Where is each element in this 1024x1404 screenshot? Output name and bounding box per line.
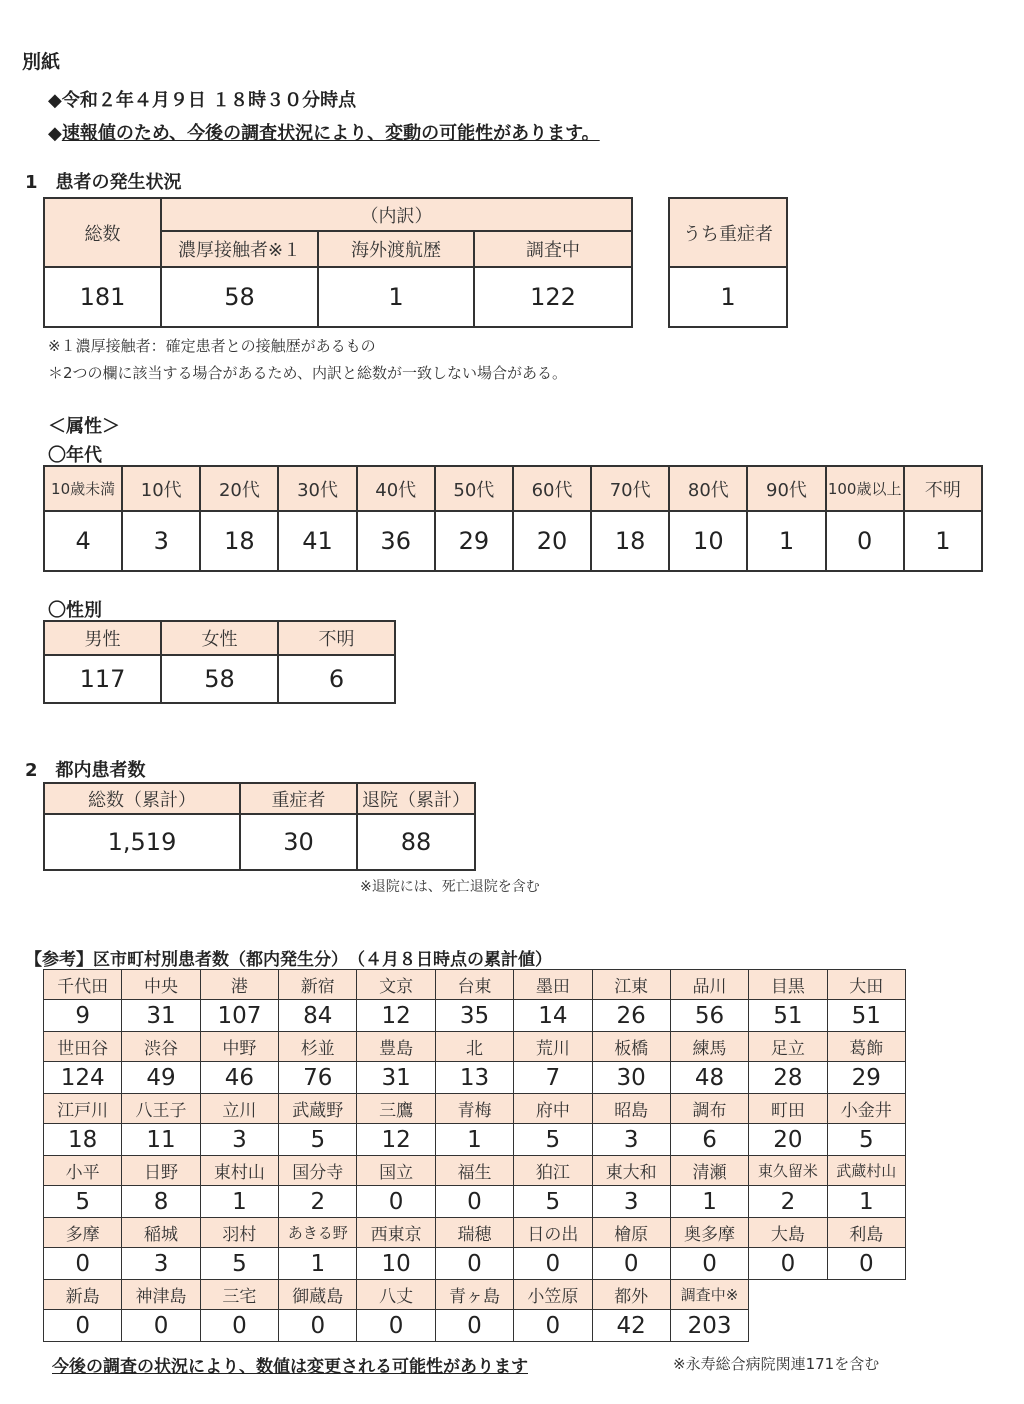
tokyo-patients-table — [43, 782, 476, 871]
municipality-name: 西東京 — [357, 1218, 435, 1248]
municipality-count: 7 — [514, 1062, 592, 1094]
municipality-name-row — [44, 1094, 906, 1124]
female-value: 58 — [161, 655, 278, 703]
municipality-count: 124 — [44, 1062, 122, 1094]
municipality-name: 荒川 — [514, 1032, 592, 1062]
age-table — [43, 465, 983, 572]
municipality-name: 都外 — [592, 1280, 670, 1310]
age-header-cell: 30代 — [278, 466, 356, 511]
age-header-cell: 100歳以上 — [826, 466, 904, 511]
municipality-name: 大島 — [749, 1218, 827, 1248]
note-close-contact: ※１濃厚接触者：確定患者との接触歴があるもの — [48, 337, 376, 355]
municipality-name-row — [44, 1218, 906, 1248]
municipality-count: 5 — [279, 1124, 357, 1156]
municipality-count: 3 — [592, 1186, 670, 1218]
age-header-cell: 90代 — [747, 466, 825, 511]
municipality-count: 1 — [279, 1248, 357, 1280]
municipality-count: 42 — [592, 1310, 670, 1342]
municipality-count: 10 — [357, 1248, 435, 1280]
municipality-name: 国分寺 — [279, 1156, 357, 1186]
page-title: 別紙 — [22, 51, 61, 73]
age-header-cell: 80代 — [669, 466, 747, 511]
municipality-name: 利島 — [827, 1218, 905, 1248]
age-header-cell: 不明 — [904, 466, 982, 511]
municipality-name: 檜原 — [592, 1218, 670, 1248]
municipality-count: 0 — [514, 1310, 592, 1342]
municipality-count: 56 — [670, 1000, 748, 1032]
municipality-name: 八王子 — [122, 1094, 200, 1124]
municipality-name: 新島 — [44, 1280, 122, 1310]
municipality-value-row — [44, 1248, 906, 1280]
male-value: 117 — [44, 655, 161, 703]
municipality-name: 日野 — [122, 1156, 200, 1186]
municipality-name: 練馬 — [670, 1032, 748, 1062]
age-value-cell: 1 — [747, 511, 825, 571]
municipality-count: 49 — [122, 1062, 200, 1094]
municipality-name: 新宿 — [279, 970, 357, 1000]
municipality-value-row — [44, 1310, 906, 1342]
breakdown-header: （内訳） — [161, 198, 632, 231]
municipality-name: 三宅 — [200, 1280, 278, 1310]
municipality-count: 5 — [514, 1186, 592, 1218]
municipality-count: 1 — [200, 1186, 278, 1218]
municipality-count: 28 — [749, 1062, 827, 1094]
discharged-header: 退院（累計） — [357, 783, 475, 814]
investigating-header: 調査中 — [474, 231, 632, 267]
municipality-name: 稲城 — [122, 1218, 200, 1248]
municipality-name: 調査中※ — [670, 1280, 748, 1310]
municipality-count: 35 — [435, 1000, 513, 1032]
severe-table — [668, 197, 788, 328]
notice-text: 速報値のため、今後の調査状況により、変動の可能性があります。 — [61, 123, 600, 144]
municipality-name: 東大和 — [592, 1156, 670, 1186]
municipality-name: 奥多摩 — [670, 1218, 748, 1248]
municipality-name: 昭島 — [592, 1094, 670, 1124]
municipality-name: 東久留米 — [749, 1156, 827, 1186]
municipality-name: 中野 — [200, 1032, 278, 1062]
municipality-count: 5 — [827, 1124, 905, 1156]
notice-bullet: ◆ — [48, 123, 62, 144]
municipality-name: 中央 — [122, 970, 200, 1000]
gender-table — [43, 620, 396, 704]
municipality-name: 福生 — [435, 1156, 513, 1186]
age-value-cell: 0 — [826, 511, 904, 571]
municipality-name: 府中 — [514, 1094, 592, 1124]
municipality-count: 31 — [122, 1000, 200, 1032]
municipality-name-row — [44, 1156, 906, 1186]
municipality-name: 武蔵野 — [279, 1094, 357, 1124]
age-heading: 〇年代 — [48, 445, 102, 466]
municipality-count: 0 — [279, 1310, 357, 1342]
total-header: 総数 — [44, 198, 161, 267]
municipality-name: 文京 — [357, 970, 435, 1000]
footer-note: ※永寿総合病院関連171を含む — [673, 1355, 880, 1373]
municipality-name-row — [44, 970, 906, 1000]
municipality-value-row — [44, 1000, 906, 1032]
municipality-name: 町田 — [749, 1094, 827, 1124]
municipality-count: 0 — [827, 1248, 905, 1280]
age-value-cell: 41 — [278, 511, 356, 571]
municipality-count: 1 — [435, 1124, 513, 1156]
severe-count-value: 30 — [240, 814, 357, 870]
age-header-cell: 20代 — [200, 466, 278, 511]
municipality-value-row — [44, 1186, 906, 1218]
severe-value: 1 — [669, 267, 787, 327]
municipality-name: 北 — [435, 1032, 513, 1062]
municipality-name: 江戸川 — [44, 1094, 122, 1124]
reference-heading: 【参考】区市町村別患者数（都内発生分） （４月８日時点の累計値） — [25, 950, 552, 970]
municipality-count: 5 — [44, 1186, 122, 1218]
municipality-count: 31 — [357, 1062, 435, 1094]
municipality-count: 0 — [122, 1310, 200, 1342]
municipality-count: 3 — [200, 1124, 278, 1156]
municipality-count: 5 — [200, 1248, 278, 1280]
municipality-name: 千代田 — [44, 970, 122, 1000]
municipality-count: 51 — [827, 1000, 905, 1032]
municipality-count: 0 — [435, 1186, 513, 1218]
municipality-name: 杉並 — [279, 1032, 357, 1062]
municipality-name: 三鷹 — [357, 1094, 435, 1124]
municipality-name: 世田谷 — [44, 1032, 122, 1062]
municipality-name: 板橋 — [592, 1032, 670, 1062]
overseas-header: 海外渡航歴 — [318, 231, 474, 267]
overseas-value: 1 — [318, 267, 474, 327]
municipality-name: 品川 — [670, 970, 748, 1000]
age-value-cell: 29 — [435, 511, 513, 571]
municipality-name: 目黒 — [749, 970, 827, 1000]
municipality-count: 2 — [749, 1186, 827, 1218]
timestamp: ◆令和２年４月９日 １８時３０分時点 — [48, 90, 357, 111]
severe-count-header: 重症者 — [240, 783, 357, 814]
municipality-count: 12 — [357, 1124, 435, 1156]
municipality-name: 小平 — [44, 1156, 122, 1186]
gender-unknown-header: 不明 — [278, 621, 395, 655]
age-value-cell: 4 — [44, 511, 122, 571]
gender-unknown-value: 6 — [278, 655, 395, 703]
age-value-cell: 1 — [904, 511, 982, 571]
age-value-cell: 3 — [122, 511, 200, 571]
municipality-name-row — [44, 1032, 906, 1062]
municipality-count: 48 — [670, 1062, 748, 1094]
severe-header: うち重症者 — [669, 198, 787, 267]
municipality-count: 1 — [827, 1186, 905, 1218]
municipality-name: 御蔵島 — [279, 1280, 357, 1310]
municipality-count: 18 — [44, 1124, 122, 1156]
municipality-name: 狛江 — [514, 1156, 592, 1186]
gender-heading: 〇性別 — [48, 600, 102, 621]
age-value-cell: 18 — [591, 511, 669, 571]
municipality-value-row — [44, 1062, 906, 1094]
case-status-table — [43, 197, 633, 328]
municipality-count: 8 — [122, 1186, 200, 1218]
section1-heading: 1 患者の発生状況 — [25, 172, 182, 193]
municipality-name: 青ヶ島 — [435, 1280, 513, 1310]
municipality-name-row — [44, 1280, 906, 1310]
empty-cell — [749, 1280, 827, 1310]
cumulative-total-header: 総数（累計） — [44, 783, 240, 814]
municipality-name: 清瀬 — [670, 1156, 748, 1186]
municipality-count: 0 — [357, 1186, 435, 1218]
municipality-name: 日の出 — [514, 1218, 592, 1248]
municipality-count: 13 — [435, 1062, 513, 1094]
municipality-count: 0 — [44, 1310, 122, 1342]
age-header-cell: 10代 — [122, 466, 200, 511]
attributes-heading: ＜属性＞ — [48, 416, 120, 437]
empty-cell — [827, 1310, 905, 1342]
municipality-name: 八丈 — [357, 1280, 435, 1310]
total-value: 181 — [44, 267, 161, 327]
male-header: 男性 — [44, 621, 161, 655]
municipality-name: 立川 — [200, 1094, 278, 1124]
municipality-count: 12 — [357, 1000, 435, 1032]
municipality-count: 3 — [122, 1248, 200, 1280]
municipality-name: 神津島 — [122, 1280, 200, 1310]
municipality-count: 76 — [279, 1062, 357, 1094]
age-value-cell: 20 — [513, 511, 591, 571]
age-header-cell: 10歳未満 — [44, 466, 122, 511]
preliminary-notice — [48, 119, 600, 145]
municipality-count: 5 — [514, 1124, 592, 1156]
municipality-name: 墨田 — [514, 970, 592, 1000]
municipality-count: 30 — [592, 1062, 670, 1094]
municipality-count: 0 — [357, 1310, 435, 1342]
close-contact-header: 濃厚接触者※１ — [161, 231, 318, 267]
municipality-count: 0 — [670, 1248, 748, 1280]
age-header-cell: 50代 — [435, 466, 513, 511]
municipality-value-row — [44, 1124, 906, 1156]
municipality-count: 9 — [44, 1000, 122, 1032]
municipality-count: 1 — [670, 1186, 748, 1218]
empty-cell — [827, 1280, 905, 1310]
discharge-note: ※退院には、死亡退院を含む — [360, 879, 540, 895]
municipality-count: 51 — [749, 1000, 827, 1032]
municipality-count: 6 — [670, 1124, 748, 1156]
municipality-name: あきる野 — [279, 1218, 357, 1248]
municipality-name: 台東 — [435, 970, 513, 1000]
age-value-cell: 36 — [357, 511, 435, 571]
municipality-count: 20 — [749, 1124, 827, 1156]
municipality-name: 羽村 — [200, 1218, 278, 1248]
age-header-cell: 40代 — [357, 466, 435, 511]
section2-heading: 2 都内患者数 — [25, 760, 146, 781]
municipality-name: 国立 — [357, 1156, 435, 1186]
age-value-row — [44, 511, 982, 571]
municipality-name: 武蔵村山 — [827, 1156, 905, 1186]
close-contact-value: 58 — [161, 267, 318, 327]
municipality-name: 豊島 — [357, 1032, 435, 1062]
municipality-count: 46 — [200, 1062, 278, 1094]
municipality-name: 渋谷 — [122, 1032, 200, 1062]
age-header-cell: 70代 — [591, 466, 669, 511]
municipality-count: 0 — [44, 1248, 122, 1280]
age-value-cell: 10 — [669, 511, 747, 571]
municipality-count: 0 — [435, 1310, 513, 1342]
municipality-name: 多摩 — [44, 1218, 122, 1248]
municipality-count: 0 — [514, 1248, 592, 1280]
municipality-count: 0 — [749, 1248, 827, 1280]
municipality-count: 3 — [592, 1124, 670, 1156]
municipality-count: 11 — [122, 1124, 200, 1156]
municipality-count: 107 — [200, 1000, 278, 1032]
investigating-value: 122 — [474, 267, 632, 327]
municipality-count: 203 — [670, 1310, 748, 1342]
municipality-name: 足立 — [749, 1032, 827, 1062]
municipality-name: 調布 — [670, 1094, 748, 1124]
discharged-value: 88 — [357, 814, 475, 870]
note-breakdown: ＊2つの欄に該当する場合があるため、内訳と総数が一致しない場合がある。 — [48, 364, 567, 382]
municipality-count: 0 — [435, 1248, 513, 1280]
female-header: 女性 — [161, 621, 278, 655]
municipality-name: 小笠原 — [514, 1280, 592, 1310]
municipality-name: 港 — [200, 970, 278, 1000]
municipality-table — [43, 969, 906, 1342]
municipality-count: 29 — [827, 1062, 905, 1094]
municipality-count: 0 — [200, 1310, 278, 1342]
age-header-row — [44, 466, 982, 511]
municipality-count: 84 — [279, 1000, 357, 1032]
municipality-count: 26 — [592, 1000, 670, 1032]
municipality-name: 小金井 — [827, 1094, 905, 1124]
municipality-name: 大田 — [827, 970, 905, 1000]
municipality-name: 瑞穂 — [435, 1218, 513, 1248]
municipality-name: 江東 — [592, 970, 670, 1000]
age-value-cell: 18 — [200, 511, 278, 571]
municipality-count: 0 — [592, 1248, 670, 1280]
municipality-name: 葛飾 — [827, 1032, 905, 1062]
municipality-count: 2 — [279, 1186, 357, 1218]
footer-notice: 今後の調査の状況により、数値は変更される可能性があります — [52, 1357, 528, 1377]
age-header-cell: 60代 — [513, 466, 591, 511]
municipality-name: 青梅 — [435, 1094, 513, 1124]
cumulative-total-value: 1,519 — [44, 814, 240, 870]
empty-cell — [749, 1310, 827, 1342]
municipality-name: 東村山 — [200, 1156, 278, 1186]
municipality-count: 14 — [514, 1000, 592, 1032]
